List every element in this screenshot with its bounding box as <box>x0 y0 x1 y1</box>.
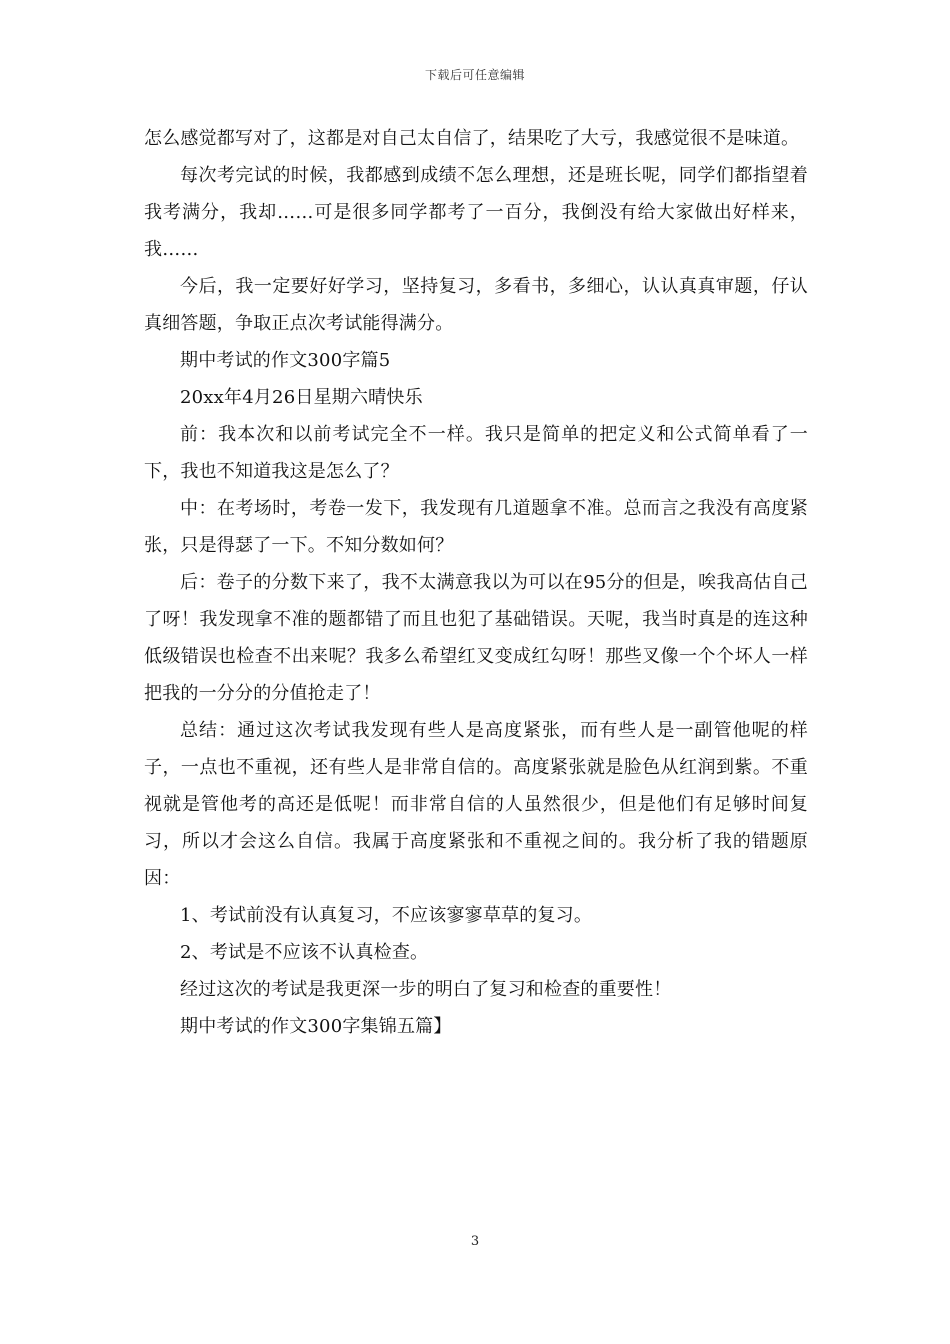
list-item: 2、考试是不应该不认真检查。 <box>180 942 429 963</box>
page-number: 3 <box>470 1234 480 1249</box>
section-title: 期中考试的作文300字篇5 <box>180 350 391 371</box>
paragraph-continued: 怎么感觉都写对了，这都是对自己太自信了，结果吃了大亏，我感觉很不是味道。 <box>144 128 800 149</box>
closing-title: 期中考试的作文300字集锦五篇】 <box>180 1016 452 1037</box>
paragraph: 今后，我一定要好好学习，坚持复习，多看书，多细心，认认真真审题，仔认真细答题，争取正点次考试能得满分。 <box>144 276 808 334</box>
page-header: 下载后可任意编辑 <box>424 68 525 82</box>
list-item: 1、考试前没有认真复习，不应该寥寥草草的复习。 <box>180 905 593 926</box>
document-body <box>144 120 808 1045</box>
paragraph: 每次考完试的时候，我都感到成绩不怎么理想，还是班长呢，同学们都指望着我考满分，我却……可是很多同学都考了一百分，我倒没有给大家做出好样来，我…… <box>144 165 808 260</box>
date-line: 20xx年4月26日星期六晴快乐 <box>180 387 423 408</box>
paragraph: 中：在考场时，考卷一发下，我发现有几道题拿不准。总而言之我没有高度紧张，只是得瑟了一下。不知分数如何？ <box>144 498 808 556</box>
paragraph: 经过这次的考试是我更深一步的明白了复习和检查的重要性！ <box>180 979 672 1000</box>
paragraph: 总结：通过这次考试我发现有些人是高度紧张，而有些人是一副管他呢的样子，一点也不重视，还有些人是非常自信的。高度紧张就是脸色从红润到紫。不重视就是管他考的高还是低呢！而非常自信的人虽然很少，但是他们有足够时间复习，所以才会这么自信。我属于高度紧张和不重视之间的。我分析了我的错题原因： <box>144 720 808 889</box>
paragraph: 前：我本次和以前考试完全不一样。我只是简单的把定义和公式简单看了一下，我也不知道我这是怎么了？ <box>144 424 808 482</box>
paragraph: 后：卷子的分数下来了，我不太满意我以为可以在95分的但是，唉我高估自己了呀！我发现拿不准的题都错了而且也犯了基础错误。天呢，我当时真是的连这种低级错误也检查不出来呢？我多么希望红叉变成红勾呀！那些叉像一个个坏人一样把我的一分分的分值抢走了！ <box>144 572 808 704</box>
